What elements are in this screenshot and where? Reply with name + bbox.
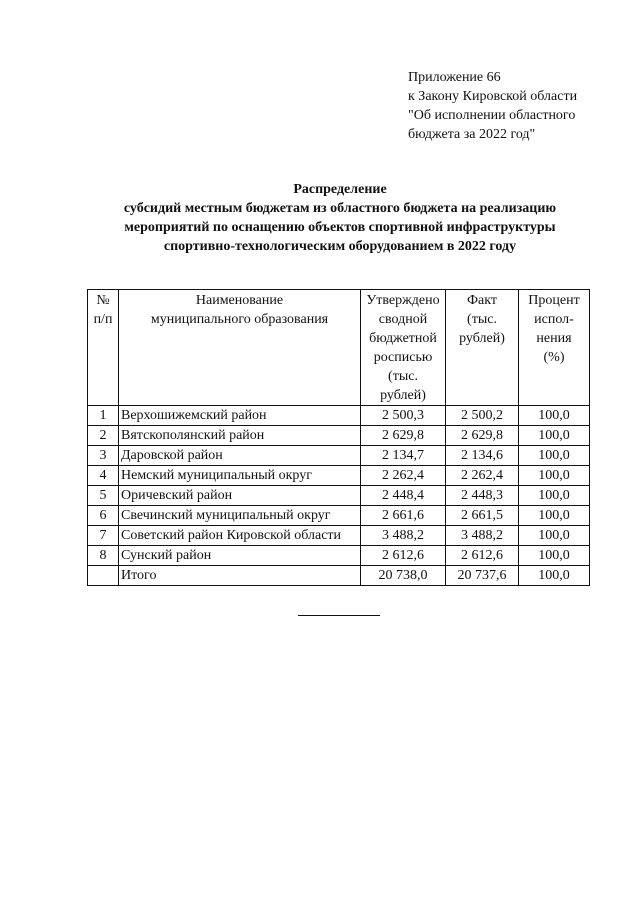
- title-line: спортивно-технологическим оборудованием в 2022 году: [163, 239, 517, 254]
- row-fact: 2 612,6: [446, 546, 519, 566]
- row-approved: 3 488,2: [361, 526, 446, 546]
- table-row: [88, 446, 590, 466]
- table-row: [88, 486, 590, 506]
- row-fact: 2 262,4: [446, 466, 519, 486]
- header-line: Процент: [528, 293, 580, 308]
- row-percent: 100,0: [519, 506, 590, 526]
- header-line: испол-: [534, 312, 574, 327]
- row-name: Даровской район: [119, 446, 361, 466]
- title-line: Распределение: [293, 182, 387, 197]
- header-line: Факт: [466, 293, 497, 308]
- table-row: [88, 406, 590, 426]
- total-num: [88, 566, 119, 586]
- row-fact: 3 488,2: [446, 526, 519, 546]
- document-title: [60, 180, 620, 256]
- header-fact: [446, 290, 519, 406]
- row-percent: 100,0: [519, 526, 590, 546]
- row-fact: 2 629,8: [446, 426, 519, 446]
- row-num: 5: [88, 486, 119, 506]
- row-num: 2: [88, 426, 119, 446]
- appendix-line: Приложение 66: [408, 70, 501, 85]
- table-row: [88, 506, 590, 526]
- header-line: рублей): [380, 388, 426, 403]
- row-percent: 100,0: [519, 446, 590, 466]
- header-line: муниципального образования: [150, 312, 329, 327]
- row-fact: 2 500,2: [446, 406, 519, 426]
- row-fact: 2 661,5: [446, 506, 519, 526]
- row-approved: 2 612,6: [361, 546, 446, 566]
- title-line: мероприятий по оснащению объектов спортивной инфраструктуры: [124, 220, 556, 235]
- closing-divider: [298, 615, 380, 616]
- table-row: [88, 426, 590, 446]
- header-line: (тыс.: [467, 312, 497, 327]
- total-approved: 20 738,0: [361, 566, 446, 586]
- row-percent: 100,0: [519, 546, 590, 566]
- row-approved: 2 629,8: [361, 426, 446, 446]
- appendix-line: к Закону Кировской области: [408, 89, 578, 104]
- appendix-line: "Об исполнении областного: [408, 108, 576, 123]
- header-line: (тыс.: [388, 369, 418, 384]
- row-approved: 2 661,6: [361, 506, 446, 526]
- row-name: Свечинский муниципальный округ: [119, 506, 361, 526]
- header-line: нения: [536, 331, 572, 346]
- total-percent: 100,0: [519, 566, 590, 586]
- row-percent: 100,0: [519, 426, 590, 446]
- row-percent: 100,0: [519, 466, 590, 486]
- row-name: Немский муниципальный округ: [119, 466, 361, 486]
- row-fact: 2 448,3: [446, 486, 519, 506]
- row-num: 3: [88, 446, 119, 466]
- row-percent: 100,0: [519, 406, 590, 426]
- row-approved: 2 500,3: [361, 406, 446, 426]
- appendix-line: бюджета за 2022 год": [408, 127, 536, 142]
- row-num: 6: [88, 506, 119, 526]
- table-total-row: [88, 566, 590, 586]
- row-approved: 2 134,7: [361, 446, 446, 466]
- row-approved: 2 262,4: [361, 466, 446, 486]
- row-name: Советский район Кировской области: [119, 526, 361, 546]
- row-num: 7: [88, 526, 119, 546]
- row-num: 4: [88, 466, 119, 486]
- header-line: сводной: [378, 312, 428, 327]
- header-line: (%): [543, 350, 565, 365]
- row-num: 8: [88, 546, 119, 566]
- header-num: [88, 290, 119, 406]
- header-line: росписью: [373, 350, 433, 365]
- total-label: Итого: [119, 566, 361, 586]
- row-percent: 100,0: [519, 486, 590, 506]
- header-line: бюджетной: [369, 331, 437, 346]
- header-line: рублей): [459, 331, 505, 346]
- row-approved: 2 448,4: [361, 486, 446, 506]
- header-line: п/п: [93, 312, 113, 327]
- header-approved: [361, 290, 446, 406]
- table-header-row: [88, 290, 590, 406]
- table-row: [88, 546, 590, 566]
- row-name: Оричевский район: [119, 486, 361, 506]
- header-line: Утверждено: [366, 293, 440, 308]
- appendix-note: [408, 68, 577, 144]
- row-name: Сунский район: [119, 546, 361, 566]
- total-fact: 20 737,6: [446, 566, 519, 586]
- distribution-table: [87, 289, 590, 586]
- table-row: [88, 526, 590, 546]
- header-name: [119, 290, 361, 406]
- row-name: Верхошижемский район: [119, 406, 361, 426]
- row-name: Вятскополянский район: [119, 426, 361, 446]
- header-line: Наименование: [195, 293, 284, 308]
- header-percent: [519, 290, 590, 406]
- row-fact: 2 134,6: [446, 446, 519, 466]
- table-row: [88, 466, 590, 486]
- row-num: 1: [88, 406, 119, 426]
- title-line: субсидий местным бюджетам из областного бюджета на реализацию: [123, 201, 557, 216]
- header-line: №: [96, 293, 110, 308]
